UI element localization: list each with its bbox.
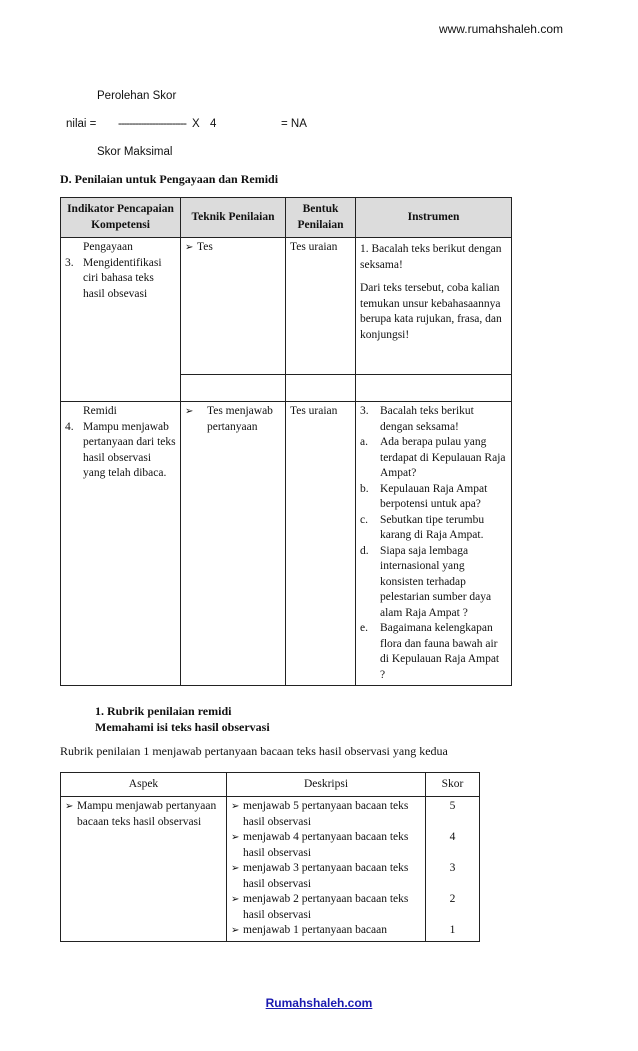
cell-bentuk-pengayaan: Tes uraian [286, 238, 356, 375]
cell-instrumen-pengayaan [356, 238, 512, 375]
formula-denominator: Skor Maksimal [97, 146, 173, 158]
deskripsi-item: ➢ menjawab 1 pertanyaan bacaan [231, 923, 421, 939]
deskripsi-item: ➢ menjawab 4 pertanyaan bacaan teks hasil observasi [231, 830, 421, 861]
question-item: c. Sebutkan tipe terumbu karang di Raja Ampat. [360, 513, 485, 541]
header-aspek: Aspek [61, 773, 227, 797]
question-item: a. Ada berapa pulau yang terdapat di Kepulauan Raja Ampat? [360, 436, 506, 479]
teknik-item: ➢ Tes menjawab pertanyaan [185, 404, 281, 435]
cell-deskripsi [227, 797, 426, 942]
question-item: d. Siapa saja lembaga internasional yang konsisten terhadap pelestarian sumber daya alam Raja Ampat ? [360, 544, 492, 619]
score-value: 1 [449, 924, 456, 936]
score-value: 4 [449, 831, 456, 843]
empty-cell [356, 375, 512, 402]
rubric-table [60, 772, 480, 942]
instrumen-question: 1. Bacalah teks berikut dengan seksama! [360, 243, 502, 271]
deskripsi-item: ➢ menjawab 3 pertanyaan bacaan teks hasil observasi [231, 861, 421, 892]
cell-teknik-pengayaan [181, 238, 286, 375]
rubric-heading [95, 703, 270, 735]
cell-skor [426, 797, 480, 942]
header-bentuk: Bentuk Penilaian [286, 198, 356, 238]
rubric-intro: Rubrik penilaian 1 menjawab pertanyaan bacaan teks hasil observasi yang kedua [60, 744, 448, 758]
header-indikator: Indikator Pencapaian Kompetensi [61, 198, 181, 238]
score-value: 3 [449, 862, 456, 874]
cell-bentuk-remidi: Tes uraian [286, 402, 356, 686]
rubric-title: 1. Rubrik penilaian remidi [95, 704, 232, 718]
indicator-number: 4. [65, 420, 74, 433]
formula-divider: ------------------------ [118, 118, 186, 130]
indicator-text: Mengidentifikasi ciri bahasa teks hasil obsevasi [83, 256, 162, 300]
question-item: e. Bagaimana kelengkapan flora dan fauna bawah air di Kepulauan Raja Ampat ? [360, 622, 500, 681]
indicator-text: Mampu menjawab pertanyaan dari teks hasil observasi yang telah dibaca. [83, 420, 176, 479]
assessment-table [60, 197, 512, 686]
cell-aspek [61, 797, 227, 942]
header-skor: Skor [426, 773, 480, 797]
empty-cell [181, 375, 286, 402]
label-remidi: Remidi [83, 405, 117, 417]
teknik-item: ➢ Tes [185, 240, 281, 256]
header-deskripsi: Deskripsi [227, 773, 426, 797]
question-item: b. Kepulauan Raja Ampat berpotensi untuk apa? [360, 482, 488, 510]
empty-cell [286, 375, 356, 402]
instrumen-task: Dari teks tersebut, coba kalian temukan unsur kebahasaannya berupa kata rujukan, frasa, dan konjungsi! [360, 282, 502, 341]
header-site-url[interactable]: www.rumahshaleh.com [438, 22, 563, 36]
score-value: 5 [449, 800, 456, 812]
header-instrumen: Instrumen [356, 198, 512, 238]
cell-indikator-pengayaan [61, 238, 181, 402]
aspek-item: ➢ Mampu menjawab pertanyaan bacaan teks hasil observasi [65, 799, 222, 830]
score-value: 2 [449, 893, 456, 905]
section-d-title: D. Penilaian untuk Pengayaan dan Remidi [60, 172, 279, 186]
cell-indikator-remidi [61, 402, 181, 686]
formula-times: X [192, 118, 200, 130]
deskripsi-item: ➢ menjawab 2 pertanyaan bacaan teks hasil observasi [231, 892, 421, 923]
cell-instrumen-remidi [356, 402, 512, 686]
header-teknik: Teknik Penilaian [181, 198, 286, 238]
rubric-subtitle: Memahami isi teks hasil observasi [95, 720, 270, 734]
deskripsi-item: ➢ menjawab 5 pertanyaan bacaan teks hasil observasi [231, 799, 421, 830]
label-pengayaan: Pengayaan [83, 241, 133, 253]
footer-site-link[interactable]: Rumahshaleh.com [265, 996, 373, 1010]
cell-teknik-remidi [181, 402, 286, 686]
formula-result: = NA [281, 118, 307, 130]
indicator-number: 3. [65, 256, 74, 269]
question-item: 3. Bacalah teks berikut dengan seksama! [360, 405, 474, 433]
formula-numerator: Perolehan Skor [97, 90, 177, 102]
formula-lhs: nilai = [66, 118, 97, 130]
formula-factor: 4 [210, 118, 217, 130]
